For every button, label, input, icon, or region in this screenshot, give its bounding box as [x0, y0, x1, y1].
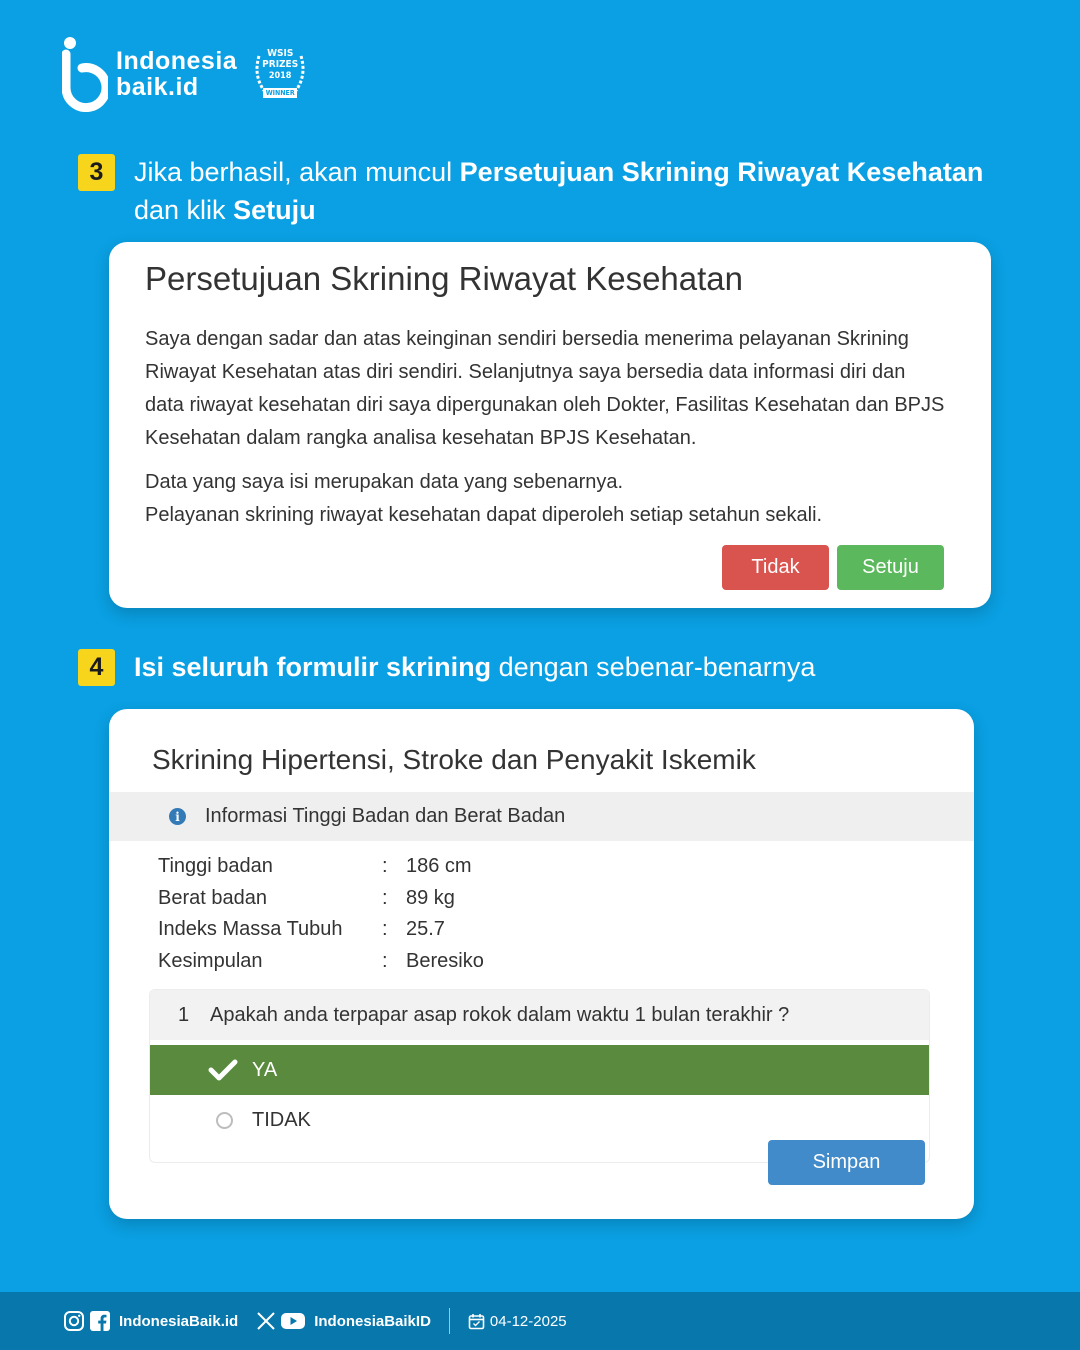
question-card — [149, 989, 930, 1163]
row-separator: : — [382, 918, 388, 940]
dialog-title: Persetujuan Skrining Riwayat Kesehatan — [145, 260, 744, 297]
row-value: 25.7 — [406, 918, 445, 940]
info-icon: i — [169, 808, 186, 825]
step-text-pre: Jika berhasil, akan muncul — [134, 157, 460, 187]
row-value: 186 cm — [406, 855, 472, 877]
row-label: Berat badan — [158, 886, 267, 909]
consent-note-line2: Pelayanan skrining riwayat kesehatan dapat diperoleh setiap setahun sekali. — [145, 504, 823, 526]
measurement-row — [158, 914, 484, 946]
radio-icon[interactable] — [216, 1112, 233, 1129]
row-separator: : — [382, 886, 388, 909]
row-label: Kesimpulan — [158, 949, 263, 972]
badge-line3: WINNER — [265, 89, 295, 97]
question-header — [150, 990, 929, 1040]
footer-divider — [449, 1308, 450, 1334]
brand-name-line2: baik.id — [116, 73, 199, 101]
badge-year: 2018 — [268, 71, 292, 81]
measurement-row — [158, 883, 484, 915]
step-3 — [78, 153, 983, 229]
badge-line1: WSIS — [267, 48, 294, 59]
step-text-bold: Persetujuan Skrining Riwayat Kesehatan — [459, 157, 984, 187]
row-label: Tinggi badan — [158, 855, 273, 877]
form-title: Skrining Hipertensi, Stroke dan Penyakit Iskemik — [152, 744, 756, 775]
step-number-badge: 3 — [78, 154, 115, 191]
check-icon — [208, 1058, 238, 1082]
post-date: 04-12-2025 — [489, 1312, 567, 1330]
body-measurements — [158, 851, 484, 977]
brand-logo — [62, 36, 313, 112]
option-no-label: TIDAK — [252, 1108, 311, 1131]
instagram-icon — [63, 1310, 85, 1332]
badge-line2: PRIZES — [262, 59, 299, 70]
step-4 — [78, 648, 815, 686]
consent-note-line1: Data yang saya isi merupakan data yang sebenarnya. — [145, 471, 624, 493]
footer — [0, 1292, 1080, 1350]
accept-button[interactable]: Setuju — [837, 545, 944, 590]
question-text: Apakah anda terpapar asap rokok dalam waktu 1 bulan terakhir ? — [210, 1003, 790, 1026]
step-instruction — [134, 648, 815, 686]
step-text-rest: dengan sebenar-benarnya — [491, 652, 816, 682]
row-separator: : — [382, 949, 388, 972]
wsis-award-badge — [247, 42, 313, 108]
social-handle-1: IndonesiaBaik.id — [119, 1312, 239, 1330]
consent-note — [145, 466, 945, 532]
youtube-icon — [280, 1311, 306, 1331]
option-yes-label: YA — [252, 1058, 278, 1081]
row-value: 89 kg — [406, 886, 455, 909]
step-number-badge: 4 — [78, 649, 115, 686]
measurement-row — [158, 851, 484, 883]
row-separator: : — [382, 855, 388, 877]
decline-button[interactable]: Tidak — [722, 545, 829, 590]
step-text-mid: dan klik — [134, 195, 234, 225]
option-yes[interactable] — [150, 1045, 929, 1095]
facebook-icon — [89, 1310, 111, 1332]
row-label: Indeks Massa Tubuh — [158, 918, 343, 940]
calendar-icon — [468, 1313, 485, 1330]
info-section-header — [109, 792, 974, 841]
step-text-bold: Isi seluruh formulir skrining — [134, 652, 492, 682]
row-value: Beresiko — [406, 949, 484, 972]
measurement-row — [158, 946, 484, 978]
question-number: 1 — [178, 1003, 190, 1026]
option-no[interactable] — [150, 1095, 929, 1145]
step-text-bold2: Setuju — [233, 195, 316, 225]
save-button[interactable]: Simpan — [768, 1140, 925, 1185]
social-handle-2: IndonesiaBaikID — [314, 1312, 431, 1330]
info-section-label: Informasi Tinggi Badan dan Berat Badan — [205, 805, 566, 827]
screening-form — [109, 709, 974, 1219]
logo-mark-icon — [62, 36, 108, 112]
brand-name — [116, 48, 237, 100]
step-instruction — [134, 153, 983, 229]
brand-name-line1: Indonesia — [116, 47, 238, 75]
consent-dialog — [109, 242, 991, 608]
x-icon — [256, 1311, 276, 1331]
consent-paragraph: Saya dengan sadar dan atas keinginan sendiri bersedia menerima pelayanan Skrining Riwayat Kesehatan atas diri sendiri. Selanjutnya saya bersedia data informasi diri dan data riwayat kesehatan diri saya dipergunakan oleh Dokter, Fasilitas Kesehatan dan BPJS Kesehatan dalam rangka analisa kesehatan BPJS Kesehatan. — [145, 328, 945, 449]
